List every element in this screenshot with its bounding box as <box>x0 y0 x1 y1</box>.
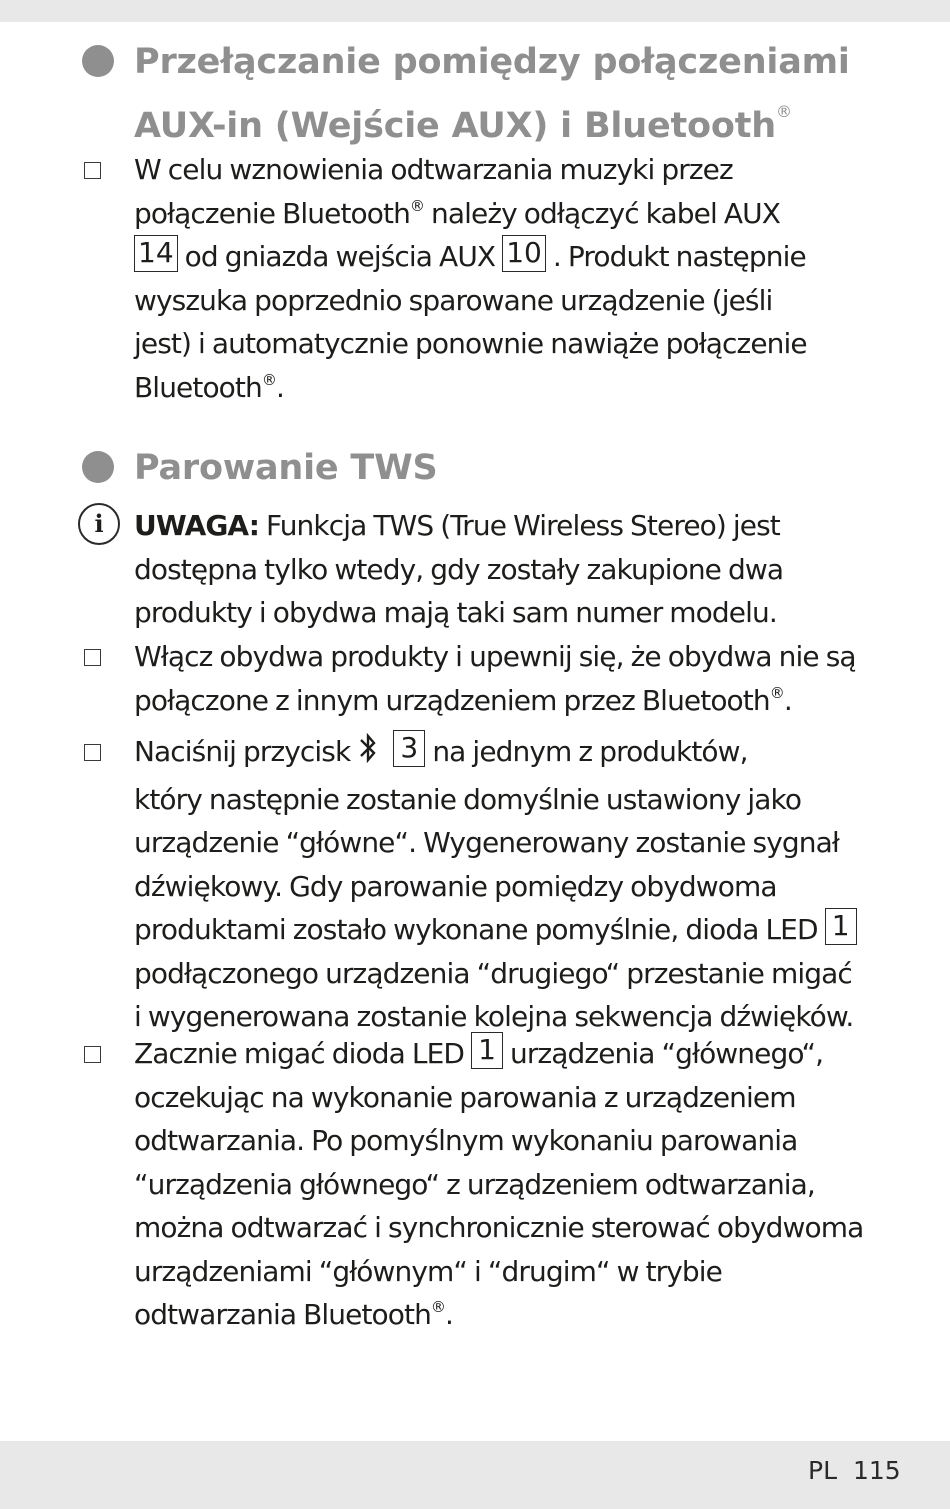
step-checkbox <box>84 162 101 179</box>
text-line: który następnie zostanie domyślnie ustawiony jako <box>134 782 802 816</box>
page-number: 115 <box>853 1456 901 1485</box>
top-band <box>0 0 950 22</box>
step-paragraph-2 <box>134 730 934 1039</box>
step-checkbox <box>84 649 101 666</box>
step-checkbox <box>84 1046 101 1063</box>
footer-language: PL <box>808 1456 838 1485</box>
text-line: na jednym z produktów, <box>425 735 748 768</box>
section-bullet <box>82 451 114 483</box>
bluetooth-icon <box>357 731 379 778</box>
registered-mark: ® <box>430 1298 446 1316</box>
text-line: Włącz obydwa produkty i upewnij się, że obydwa nie są <box>134 640 856 673</box>
ref-number-1: 1 <box>471 1032 503 1069</box>
heading-line: Przełączanie pomiędzy połączeniami <box>134 42 850 82</box>
text-line: produktami zostało wykonane pomyślnie, dioda LED <box>134 913 825 946</box>
registered-mark: ® <box>409 196 425 215</box>
text-line: Zacznie migać dioda LED <box>134 1037 472 1070</box>
heading-line: AUX-in (Wejście AUX) i Bluetooth <box>134 106 776 146</box>
text-line: oczekując na wykonanie parowania z urządzeniem <box>134 1080 796 1114</box>
note-label: UWAGA: <box>134 509 260 542</box>
text-line: W celu wznowienia odtwarzania muzyki przez <box>134 153 733 186</box>
text-line: jest) i automatycznie ponownie nawiąże połączenie <box>134 327 807 360</box>
registered-mark: ® <box>769 683 784 702</box>
step-paragraph-3 <box>134 1032 934 1337</box>
step-paragraph-1 <box>134 635 934 722</box>
text-line: . Produkt następnie <box>545 240 806 273</box>
step-checkbox <box>84 744 101 761</box>
text-line: połączenie Bluetooth <box>134 196 410 230</box>
section-heading-aux-bluetooth <box>134 38 850 151</box>
ref-number-10: 10 <box>502 235 546 272</box>
text-line: odtwarzania Bluetooth <box>134 1298 431 1331</box>
text-line: wyszuka poprzednio sparowane urządzenie (jeśli <box>134 283 773 317</box>
text-line: urządzeniami “głównym“ i “drugim“ w trybie <box>134 1254 723 1288</box>
ref-number-14: 14 <box>134 235 178 272</box>
text-line: “urządzenia głównego“ z urządzeniem odtwarzania, <box>134 1167 815 1201</box>
text-line: Bluetooth <box>134 370 262 404</box>
text-line: . <box>275 370 284 404</box>
text-line: i wygenerowana zostanie kolejna sekwencja dźwięków. <box>134 1000 854 1033</box>
aux-bluetooth-paragraph <box>134 148 934 409</box>
text-line: . <box>783 683 792 717</box>
text-line: urządzenia “głównego“, <box>503 1037 824 1070</box>
info-icon: i <box>78 503 120 545</box>
registered-mark: ® <box>261 370 276 389</box>
section-bullet <box>82 45 114 77</box>
ref-number-3: 3 <box>393 730 425 767</box>
text-line: Funkcja TWS (True Wireless Stereo) jest <box>259 509 780 542</box>
text-line: połączone z innym urządzeniem przez Bluetooth <box>134 683 770 717</box>
text-line: Naciśnij przycisk <box>134 735 358 768</box>
text-line: można odtwarzać i synchronicznie sterować obydwoma <box>134 1211 864 1244</box>
text-line: urządzenie “główne“. Wygenerowany zostanie sygnał <box>134 826 839 859</box>
text-line: dźwiękowy. Gdy parowanie pomiędzy obydwoma <box>134 869 777 903</box>
section-heading-tws: Parowanie TWS <box>134 448 438 488</box>
text-line: dostępna tylko wtedy, gdy zostały zakupione dwa <box>134 552 784 586</box>
registered-mark: ® <box>775 102 792 121</box>
text-line: od gniazda wejścia AUX <box>177 240 503 273</box>
note-paragraph <box>134 504 934 635</box>
text-line: . <box>445 1298 454 1331</box>
text-line: podłączonego urządzenia “drugiego“ przestanie migać <box>134 956 852 990</box>
text-line: produkty i obydwa mają taki sam numer modelu. <box>134 596 777 629</box>
ref-number-1: 1 <box>825 908 857 945</box>
text-line: należy odłączyć kabel AUX <box>424 196 780 230</box>
text-line: odtwarzania. Po pomyślnym wykonaniu parowania <box>134 1124 798 1157</box>
